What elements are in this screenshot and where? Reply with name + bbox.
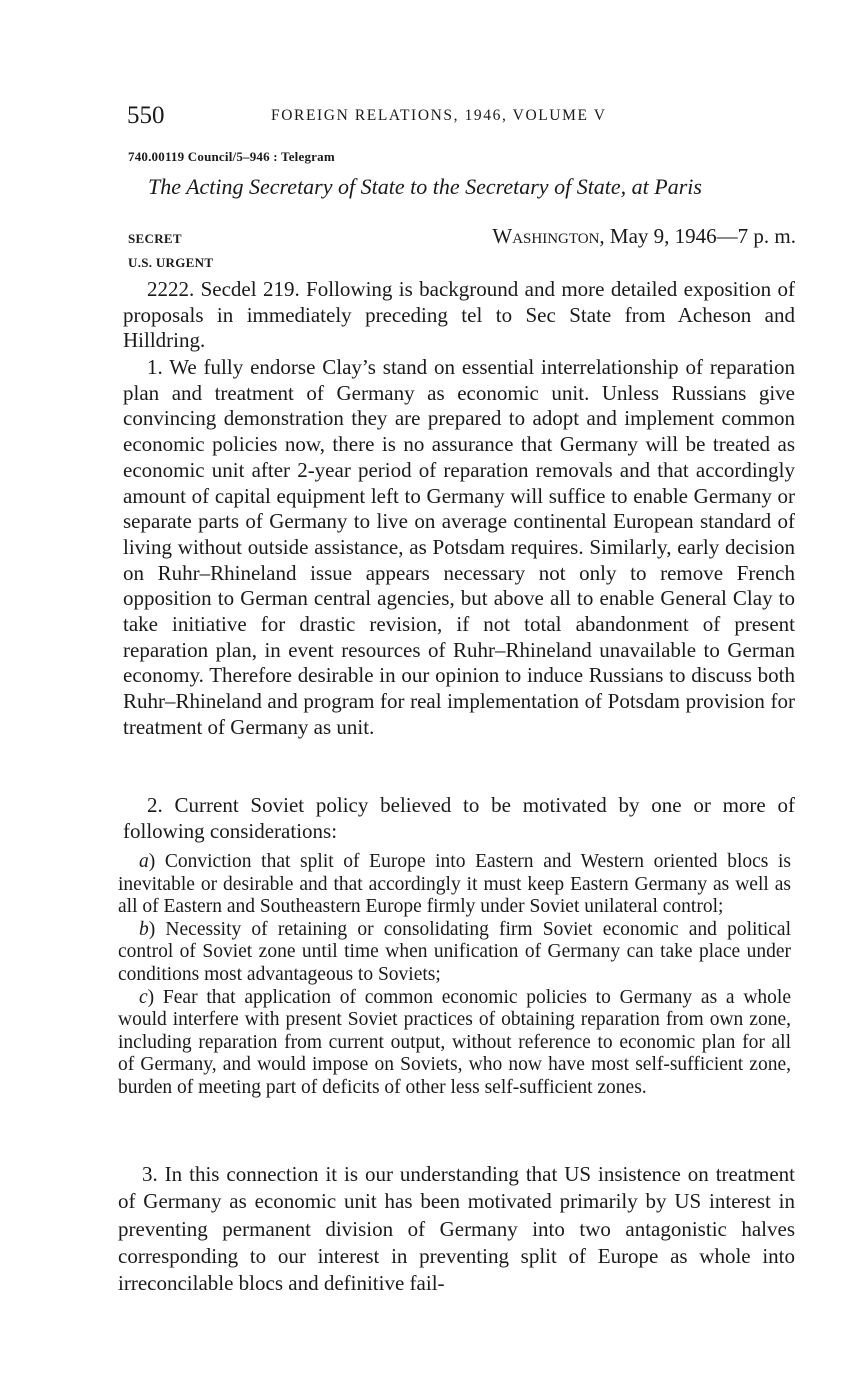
running-title: FOREIGN RELATIONS, 1946, VOLUME V [271, 107, 607, 124]
consideration-text: Fear that application of common economic policies to Germany as a whole would interfere with present Soviet practices of obtaining reparation from own zone, including reparation from current output, without reference to economic plan for all of Germany, and would impose on Soviets, who now have most self-sufficient zone, burden of meeting part of deficits of other less self-sufficient zones. [118, 986, 791, 1098]
running-head [127, 100, 797, 132]
consideration-item: a) Conviction that split of Europe into Eastern and Western oriented blocs is inevitable or desirable and that accordingly it must keep Eastern Germany as well as all of Eastern and Southeastern Europe firmly under Soviet unilateral control; [118, 851, 791, 918]
paragraph-1: 2222. Secdel 219. Following is background and more detailed exposition of proposals in immediately preceding tel to Sec State from Acheson and Hilldring. [123, 277, 795, 353]
consideration-text: Necessity of retaining or consolidating firm Soviet economic and political control of Soviet zone until time when unification of Germany can take place under conditions most advantageous to Soviets; [118, 918, 791, 985]
paragraph-2: 1. We fully endorse Clay’s stand on essential interrelationship of reparation plan and treatment of Germany as economic unit. Unless Russians give convincing demonstration they are prepared to adopt and implement common economic policies now, there is no assurance that Germany will be treated as economic unit after 2-year period of reparation removals and that accordingly amount of capital equipment left to Germany will suffice to enable Germany or separate parts of Germany to live on average continental European standard of living without outside assistance, as Potsdam requires. Similarly, early decision on Ruhr–Rhineland issue appears necessary not only to remove French opposition to German central agencies, but above all to enable General Clay to take initiative for drastic revision, if not total abandonment of present reparation plan, in event resources of Ruhr–Rhineland unavailable to German economy. Therefore desirable in our opinion to induce Russians to discuss both Ruhr–Rhineland and program for real implementation of Potsdam provision for treatment of Germany as unit. [123, 355, 795, 739]
paragraph-4: 3. In this connection it is our understanding that US insistence on treatment of Germany as economic unit has been motivated primarily by US interest in preventing permanent division of Germany into two antagonistic halves corresponding to our interest in preventing split of Europe as whole into irreconcilable blocs and definitive fail- [118, 1162, 795, 1296]
paragraph-3: 2. Current Soviet policy believed to be motivated by one or more of following considerations: [123, 793, 795, 843]
consideration-item: b) Necessity of retaining or consolidating firm Soviet economic and political control of Soviet zone until time when unification of Germany can take place under conditions most advantageous to Soviets; [118, 918, 791, 985]
document-title: The Acting Secretary of State to the Secretary of State, at Paris [148, 174, 702, 199]
dateline-place: Washington [492, 224, 600, 248]
priority-label: U.S. URGENT [128, 255, 214, 270]
page-number: 550 [127, 102, 165, 129]
dateline [492, 222, 796, 250]
classification-label: SECRET [128, 231, 182, 246]
consideration-marker: b [139, 918, 149, 940]
consideration-marker: c [139, 986, 148, 1008]
consideration-item: c) Fear that application of common economic policies to Germany as a whole would interfere with present Soviet practices of obtaining reparation from own zone, including reparation from current output, without reference to economic plan for all of Germany, and would impose on Soviets, who now have most self-sufficient zone, burden of meeting part of deficits of other less self-sufficient zones. [118, 986, 791, 1098]
file-reference: 740.00119 Council/5–946 : Telegram [128, 149, 335, 164]
consideration-text: Conviction that split of Europe into Eastern and Western oriented blocs is inevitable or desirable and that accordingly it must keep Eastern Germany as well as all of Eastern and Southeastern Europe firmly under Soviet unilateral control; [118, 851, 791, 918]
considerations-list [118, 851, 791, 1100]
consideration-marker: a [139, 851, 149, 872]
dateline-date: , May 9, 1946—7 p. m. [599, 224, 796, 248]
